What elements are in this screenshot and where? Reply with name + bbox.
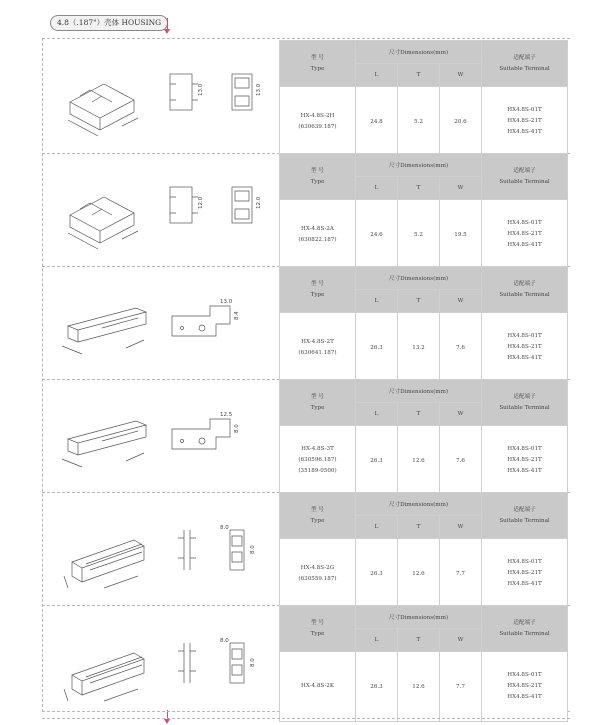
drawing-dimension: 13.0 bbox=[220, 299, 233, 305]
drawing-dimension: 8.4 bbox=[234, 311, 240, 320]
type-header-cn: 型 号 bbox=[311, 619, 324, 626]
col-w-header: W bbox=[440, 177, 482, 200]
section-header-tag: 4.8（.187"）壳体 HOUSING bbox=[50, 15, 168, 31]
dim-t-cell: 12.6 bbox=[398, 426, 440, 496]
terminal-header-cn: 适配端子 bbox=[513, 54, 536, 61]
terminal-header bbox=[482, 154, 568, 200]
terminal-header bbox=[482, 41, 568, 87]
type-header-en: Type bbox=[310, 404, 325, 411]
terminal-name: HX4.8S-01T bbox=[507, 672, 542, 678]
product-section bbox=[42, 153, 568, 266]
col-t-header: T bbox=[398, 516, 440, 539]
type-header-en: Type bbox=[310, 517, 325, 524]
model-cell bbox=[280, 426, 356, 496]
col-l-header: L bbox=[356, 177, 398, 200]
type-header bbox=[280, 493, 356, 539]
terminal-name: HX4.8S-41T bbox=[507, 694, 542, 700]
model-cell bbox=[280, 200, 356, 270]
terminal-cell bbox=[482, 87, 568, 157]
spec-table bbox=[279, 492, 568, 609]
part-code: (630559.187) bbox=[298, 575, 337, 582]
type-header-en: Type bbox=[310, 65, 325, 72]
dim-l-cell: 26.3 bbox=[356, 652, 398, 722]
col-l-header: L bbox=[356, 403, 398, 426]
terminal-header bbox=[482, 267, 568, 313]
model-cell bbox=[280, 313, 356, 383]
type-header-en: Type bbox=[310, 630, 325, 637]
model-cell bbox=[280, 652, 356, 722]
dimensions-header: 尺寸Dimensions(mm) bbox=[356, 606, 482, 629]
dim-l-cell: 26.3 bbox=[356, 539, 398, 609]
dim-w-cell: 7.7 bbox=[440, 539, 482, 609]
dim-w-cell: 7.6 bbox=[440, 426, 482, 496]
terminal-header-en: Suitable Terminal bbox=[499, 291, 550, 298]
terminal-name: HX4.8S-21T bbox=[507, 457, 542, 463]
type-header bbox=[280, 606, 356, 652]
drawing-dimension: 12.0 bbox=[198, 196, 204, 209]
col-w-header: W bbox=[440, 629, 482, 652]
terminal-header-cn: 适配端子 bbox=[513, 393, 536, 400]
col-t-header: T bbox=[398, 403, 440, 426]
drawing-dimension: 8.0 bbox=[220, 638, 229, 644]
dim-t-cell: 13.2 bbox=[398, 313, 440, 383]
dim-l-cell: 26.3 bbox=[356, 426, 398, 496]
type-header-cn: 型 号 bbox=[311, 280, 324, 287]
spec-table bbox=[279, 379, 568, 496]
product-section bbox=[42, 605, 568, 718]
terminal-name: HX4.8S-41T bbox=[507, 468, 542, 474]
type-header-cn: 型 号 bbox=[311, 54, 324, 61]
terminal-name: HX4.8S-21T bbox=[507, 344, 542, 350]
product-drawings bbox=[42, 153, 278, 266]
type-header-en: Type bbox=[310, 291, 325, 298]
housing-drawing bbox=[42, 605, 278, 718]
terminal-cell bbox=[482, 652, 568, 722]
col-l-header: L bbox=[356, 516, 398, 539]
terminal-name: HX4.8S-41T bbox=[507, 355, 542, 361]
part-code: (630822.187) bbox=[298, 236, 337, 243]
type-header-cn: 型 号 bbox=[311, 167, 324, 174]
model-name: HX-4.8S-2T bbox=[301, 338, 334, 345]
housing-drawing bbox=[42, 492, 278, 605]
terminal-header-en: Suitable Terminal bbox=[499, 65, 550, 72]
dim-t-cell: 12.6 bbox=[398, 539, 440, 609]
dim-t-cell: 5.2 bbox=[398, 200, 440, 270]
dimensions-header: 尺寸Dimensions(mm) bbox=[356, 380, 482, 403]
type-header-en: Type bbox=[310, 178, 325, 185]
terminal-name: HX4.8S-41T bbox=[507, 242, 542, 248]
dimensions-header: 尺寸Dimensions(mm) bbox=[356, 154, 482, 177]
part-code: (630596.187) bbox=[298, 457, 337, 463]
terminal-header bbox=[482, 380, 568, 426]
terminal-header bbox=[482, 493, 568, 539]
col-t-header: T bbox=[398, 64, 440, 87]
drawing-dimension: 12.5 bbox=[220, 412, 233, 418]
terminal-cell bbox=[482, 426, 568, 496]
model-name: HX-4.8S-2K bbox=[300, 683, 335, 689]
spec-table bbox=[279, 40, 568, 157]
terminal-header-cn: 适配端子 bbox=[513, 619, 536, 626]
divider bbox=[42, 38, 570, 39]
divider bbox=[42, 718, 570, 719]
col-l-header: L bbox=[356, 64, 398, 87]
col-w-header: W bbox=[440, 403, 482, 426]
product-section bbox=[42, 379, 568, 492]
terminal-header-en: Suitable Terminal bbox=[499, 517, 550, 524]
model-cell bbox=[280, 539, 356, 609]
dim-w-cell: 7.6 bbox=[440, 313, 482, 383]
dim-w-cell: 7.7 bbox=[440, 652, 482, 722]
drawing-dimension: 8.0 bbox=[220, 525, 229, 531]
product-drawings bbox=[42, 605, 278, 718]
type-header bbox=[280, 380, 356, 426]
terminal-name: HX4.8S-01T bbox=[507, 107, 542, 113]
terminal-header-cn: 适配端子 bbox=[513, 280, 536, 287]
terminal-header-en: Suitable Terminal bbox=[499, 404, 550, 411]
housing-drawing bbox=[42, 40, 278, 153]
drawing-dimension: 13.0 bbox=[198, 83, 204, 96]
housing-drawing bbox=[42, 266, 278, 379]
arrow-down-icon bbox=[167, 18, 168, 30]
dim-w-cell: 19.5 bbox=[440, 200, 482, 270]
type-header bbox=[280, 154, 356, 200]
drawing-dimension: 13.0 bbox=[256, 83, 262, 96]
terminal-header-cn: 适配端子 bbox=[513, 167, 536, 174]
product-section bbox=[42, 266, 568, 379]
dim-w-cell: 20.6 bbox=[440, 87, 482, 157]
drawing-dimension: 8.0 bbox=[234, 424, 240, 433]
product-drawings bbox=[42, 379, 278, 492]
housing-drawing bbox=[42, 153, 278, 266]
spec-table bbox=[279, 153, 568, 270]
model-name: HX-4.8S-2G bbox=[300, 564, 335, 571]
type-header-cn: 型 号 bbox=[311, 393, 324, 400]
spec-table bbox=[279, 605, 568, 722]
terminal-name: HX4.8S-21T bbox=[507, 118, 542, 124]
part-code: (630639.187) bbox=[298, 123, 337, 130]
terminal-cell bbox=[482, 200, 568, 270]
product-section bbox=[42, 492, 568, 605]
terminal-name: HX4.8S-01T bbox=[507, 446, 542, 452]
terminal-name: HX4.8S-01T bbox=[507, 333, 542, 339]
col-w-header: W bbox=[440, 290, 482, 313]
model-cell bbox=[280, 87, 356, 157]
part-code: (630641.187) bbox=[298, 349, 337, 356]
dim-l-cell: 26.3 bbox=[356, 313, 398, 383]
terminal-header bbox=[482, 606, 568, 652]
col-t-header: T bbox=[398, 629, 440, 652]
col-w-header: W bbox=[440, 64, 482, 87]
spec-table bbox=[279, 266, 568, 383]
col-t-header: T bbox=[398, 177, 440, 200]
dim-l-cell: 24.6 bbox=[356, 200, 398, 270]
terminal-name: HX4.8S-21T bbox=[507, 570, 542, 576]
product-drawings bbox=[42, 40, 278, 153]
part-code: (35189-0500) bbox=[298, 468, 337, 474]
type-header bbox=[280, 267, 356, 313]
col-l-header: L bbox=[356, 290, 398, 313]
drawing-dimension: 8.0 bbox=[250, 658, 256, 667]
type-header bbox=[280, 41, 356, 87]
drawing-dimension: 8.0 bbox=[250, 545, 256, 554]
col-w-header: W bbox=[440, 516, 482, 539]
model-name: HX-4.8S-2A bbox=[301, 225, 334, 232]
dimensions-header: 尺寸Dimensions(mm) bbox=[356, 493, 482, 516]
terminal-header-cn: 适配端子 bbox=[513, 506, 536, 513]
product-drawings bbox=[42, 266, 278, 379]
dim-t-cell: 12.6 bbox=[398, 652, 440, 722]
terminal-name: HX4.8S-21T bbox=[507, 683, 542, 689]
product-section bbox=[42, 40, 568, 153]
model-name: HX-4.8S-2H bbox=[300, 112, 335, 119]
dimensions-header: 尺寸Dimensions(mm) bbox=[356, 267, 482, 290]
terminal-cell bbox=[482, 539, 568, 609]
terminal-name: HX4.8S-41T bbox=[507, 129, 542, 135]
terminal-name: HX4.8S-01T bbox=[507, 559, 542, 565]
dimensions-header: 尺寸Dimensions(mm) bbox=[356, 41, 482, 64]
dim-l-cell: 24.8 bbox=[356, 87, 398, 157]
terminal-name: HX4.8S-21T bbox=[507, 231, 542, 237]
type-header-cn: 型 号 bbox=[311, 506, 324, 513]
terminal-cell bbox=[482, 313, 568, 383]
drawing-dimension: 12.0 bbox=[256, 196, 262, 209]
terminal-header-en: Suitable Terminal bbox=[499, 630, 550, 637]
col-l-header: L bbox=[356, 629, 398, 652]
model-name: HX-4.8S-3T bbox=[301, 446, 334, 452]
dim-t-cell: 5.2 bbox=[398, 87, 440, 157]
col-t-header: T bbox=[398, 290, 440, 313]
terminal-name: HX4.8S-01T bbox=[507, 220, 542, 226]
housing-drawing bbox=[42, 379, 278, 492]
product-drawings bbox=[42, 492, 278, 605]
terminal-header-en: Suitable Terminal bbox=[499, 178, 550, 185]
terminal-name: HX4.8S-41T bbox=[507, 581, 542, 587]
